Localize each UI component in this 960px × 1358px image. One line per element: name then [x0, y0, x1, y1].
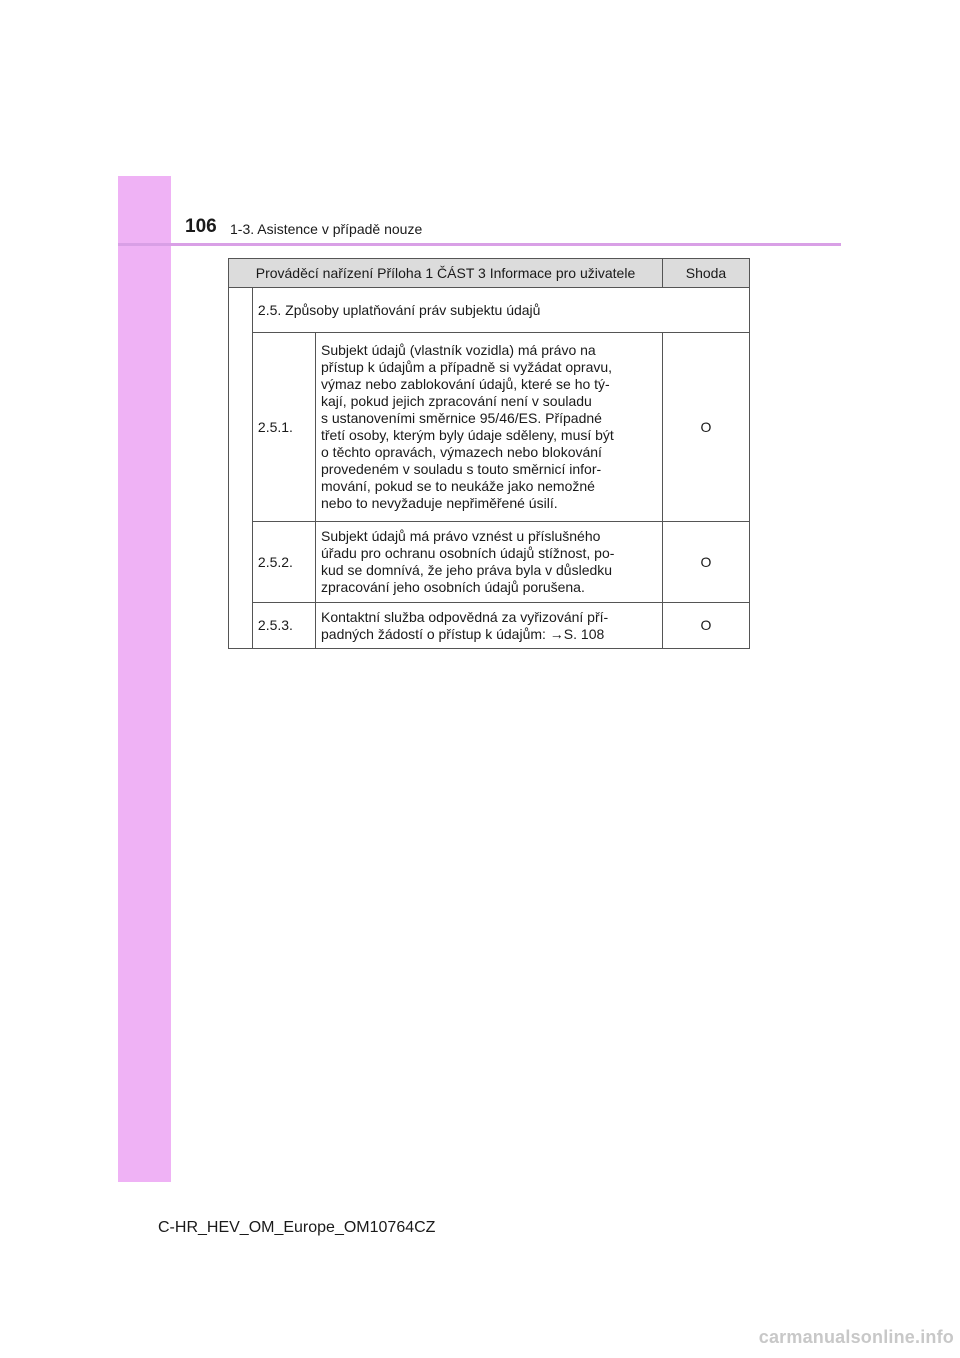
- row-text: Subjekt údajů má právo vznést u příslušného úřadu pro ochranu osobních údajů stížnost, po- kud se domnívá, že jeho práva byla v důsledku zpracování jeho osobních údajů porušena.: [316, 522, 663, 603]
- row-text: Kontaktní služba odpovědná za vyřizování pří- padných žádostí o přístup k údajům: →S. 108: [316, 603, 663, 649]
- table-row: [229, 333, 750, 522]
- row-number: 2.5.2.: [252, 522, 315, 603]
- header-cell-shoda: Shoda: [662, 259, 749, 288]
- header-rule: [118, 243, 841, 246]
- row-number: 2.5.3.: [252, 603, 315, 649]
- row-shoda: O: [662, 333, 749, 522]
- blank-indent-cell: [229, 288, 253, 649]
- page-number: 106: [185, 216, 217, 237]
- row-shoda: O: [662, 603, 749, 649]
- side-color-bar: [118, 176, 171, 1182]
- table-row: [229, 522, 750, 603]
- row-number: 2.5.1.: [252, 333, 315, 522]
- table-subheading-row: [229, 288, 750, 333]
- table-row: [229, 603, 750, 649]
- header-cell-regulation: Prováděcí nařízení Příloha 1 ČÁST 3 Informace pro uživatele: [229, 259, 663, 288]
- row-text: Subjekt údajů (vlastník vozidla) má právo na přístup k údajům a případně si vyžádat opravu, výmaz nebo zablokování údajů, které se ho tý- kají, pokud jejich zpracování není v souladu s ustanoveními směrnice 95/46/ES. Případné třetí osoby, kterým byly údaje sděleny, musí být o těchto opravách, výmazech nebo blokování provedeném v souladu s touto směrnicí infor- mování, pokud se to neukáže jako nemožné nebo to nevyžaduje nepřiměřené úsilí.: [316, 333, 663, 522]
- subheading-cell: 2.5. Způsoby uplatňování práv subjektu údajů: [252, 288, 749, 333]
- section-title: 1-3. Asistence v případě nouze: [230, 221, 423, 237]
- row-shoda: O: [662, 522, 749, 603]
- table-header-row: [229, 259, 750, 288]
- watermark: carmanualsonline.info: [758, 1327, 954, 1347]
- document-code: C-HR_HEV_OM_Europe_OM10764CZ: [158, 1219, 436, 1236]
- regulation-table: [228, 258, 750, 649]
